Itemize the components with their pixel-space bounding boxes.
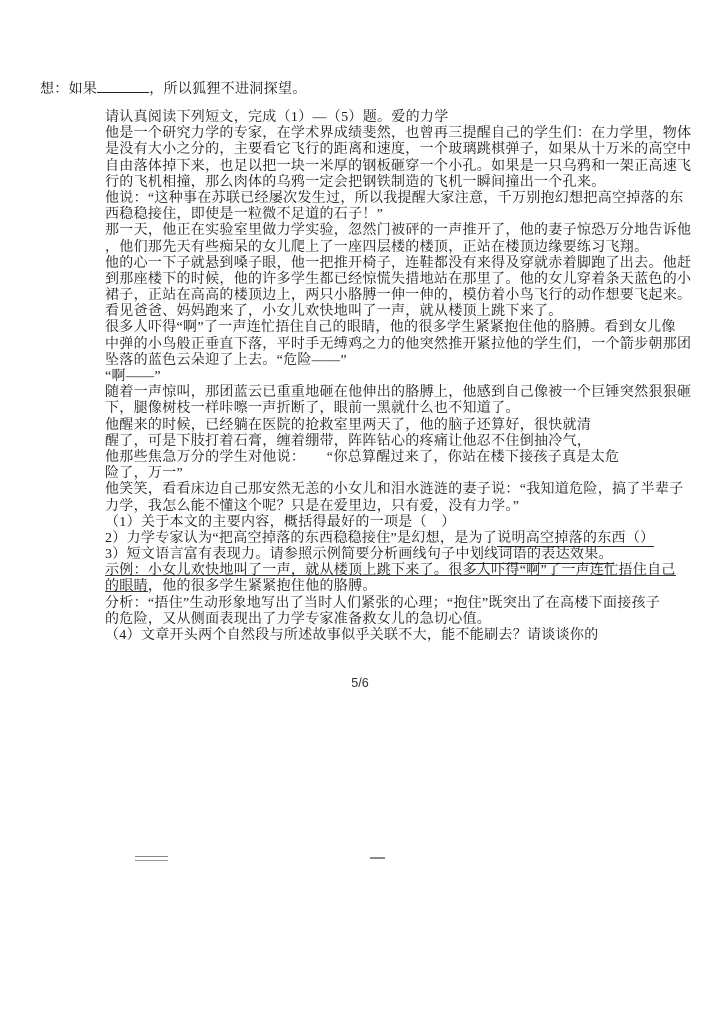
text-line <box>105 369 705 385</box>
line-text: 力学，我怎么能不懂这个呢？只是在爱里边，只有爱，没有力学。” <box>105 498 520 514</box>
line-text: 看见爸爸、妈妈跑来了，小女儿欢快地叫了一声，就从楼顶上跳下来了。 <box>105 304 563 320</box>
line-text: 他的心一下子就悬到嗓子眼，他一把推开椅子，连鞋都没有来得及穿就赤着脚跑了出去。他赶 <box>105 255 692 271</box>
text-line <box>105 159 705 175</box>
line-text: 醒了，可是下肢打着石膏，缠着绷带，阵阵钻心的疼痛让他忍不住倒抽冷气， <box>105 433 592 449</box>
text-line <box>105 434 705 450</box>
underlined-text: 说明高空掉落的东西（） <box>497 530 655 546</box>
struck-text: 示例：小女儿欢快地叫了一声，就从楼顶上跳下来了。很多人吓得“啊”了一声连忙捂住自己 <box>105 563 676 579</box>
text-line <box>105 515 705 531</box>
line-text: 裙子，正站在高高的楼顶边上，两只小胳膊一伸一伸的，模仿着小鸟飞行的动作想要飞起来。 <box>105 288 692 304</box>
text-line <box>105 482 705 498</box>
line-text: 2）力学专家认为“把高空掉落的东西稳稳接住”是幻想，是为了 <box>105 530 498 546</box>
line-text: 下，腿像树枝一样咔嚓一声折断了，眼前一黑就什么也不知道了。 <box>105 401 520 417</box>
struck-text: 的眼睛 <box>105 579 148 595</box>
text-line <box>105 320 705 336</box>
fill-in-suffix: ，所以狐狸不进洞探望。 <box>149 82 307 97</box>
line-text: 那一天，他正在实验室里做力学实验，忽然门被砰的一声推开了，他的妻子惊恐万分地告诉他 <box>105 223 692 239</box>
text-line <box>105 337 705 353</box>
text-line <box>105 353 705 369</box>
line-text: 中弹的小鸟般正垂直下落，平时手无缚鸡之力的他突然推开紧拉他的学生们，一个箭步朝那团 <box>105 336 692 352</box>
fill-in-sentence <box>40 78 307 98</box>
line-text: 3）短文语言富有表现力。请参照示例简要分析画线句子中 <box>105 547 470 563</box>
text-line <box>105 466 705 482</box>
line-text: “啊——” <box>105 369 161 384</box>
line-text: 到那座楼下的时候，他的许多学生都已经惊慌失措地站在那里了。他的女儿穿着条天蓝色的小 <box>105 271 692 287</box>
passage-body <box>105 110 705 644</box>
line-text: ，他的很多学生紧紧抱住他的胳膊。 <box>147 579 377 595</box>
line-text: （1）关于本文的主要内容，概括得最好的一项是（ ） <box>105 514 456 530</box>
text-line <box>105 563 705 579</box>
text-line <box>105 531 705 547</box>
text-line <box>105 175 705 191</box>
page-number: 5/6 <box>351 676 369 690</box>
text-line <box>105 450 705 466</box>
text-line <box>105 240 705 256</box>
stray-underline-mark-right <box>370 857 385 859</box>
text-line <box>105 612 705 628</box>
line-text: 坠落的蓝色云朵迎了上去。“危险——” <box>105 352 347 368</box>
underlined-text: 划线词语的表达效果。 <box>469 547 613 563</box>
text-line <box>105 579 705 595</box>
line-text: 很多人吓得“啊”了一声连忙捂住自己的眼睛，他的很多学生紧紧抱住他的胳膊。看到女儿像 <box>105 320 676 336</box>
line-text: 行的飞机相撞，那么肉体的乌鸦一定会把钢铁制造的飞机一瞬间撞出一个孔来。 <box>105 174 606 190</box>
text-line <box>105 547 705 563</box>
fill-in-prefix: 想：如果 <box>40 82 98 97</box>
text-line <box>105 223 705 239</box>
answer-blank <box>97 80 149 93</box>
line-text: 是没有大小之分的，主要看它飞行的距离和速度，一个玻璃跳棋弹子，如果从十万米的高空中 <box>105 142 692 158</box>
line-text: （4）文章开头两个自然段与所述故事似乎关联不大，能不能刷去？请谈谈你的 <box>105 628 599 643</box>
text-line <box>105 304 705 320</box>
line-text: 西稳稳接住，即使是一粒微不足道的石子！” <box>105 207 384 223</box>
line-text: 险了，万一” <box>105 466 184 482</box>
text-line <box>105 126 705 142</box>
line-text: 他那些焦急万分的学生对他说： “你总算醒过来了，你站在楼下接孩子真是太危 <box>105 449 620 465</box>
stray-underline-mark-left <box>135 856 168 861</box>
text-line <box>105 142 705 158</box>
text-line <box>105 418 705 434</box>
text-line <box>105 191 705 207</box>
text-line <box>105 207 705 223</box>
line-text: 他醒来的时候，已经躺在医院的抢救室里两天了，他的脑子还算好，很快就清 <box>105 417 592 433</box>
line-text: 他笑笑，看看床边自己那安然无恙的小女儿和泪水涟涟的妻子说：“我知道危险，搞了半辈子 <box>105 482 684 498</box>
line-text: 他说：“这种事在苏联已经屡次发生过，所以我提醒大家注意，千万别抱幻想把高空掉落的东 <box>105 190 684 206</box>
line-text: 自由落体掉下来，也足以把一块一米厚的钢板砸穿一个小孔。如果是一只乌鸦和一架正高速飞 <box>105 158 692 174</box>
line-text: 的危险，又从侧面表现出了力学专家准备救女儿的急切心值。 <box>105 611 492 627</box>
line-text: 分析：“捂住”生动形象地写出了当时人们紧张的心理；“抱住”既突出了在高楼下面接孩子 <box>105 595 661 611</box>
text-line <box>105 256 705 272</box>
text-line <box>105 499 705 515</box>
text-line <box>105 272 705 288</box>
text-line <box>105 110 705 126</box>
line-text: 请认真阅读下列短文，完成（1）—（5）题。爱的力学 <box>105 110 449 125</box>
text-line <box>105 401 705 417</box>
line-text: 随着一声惊叫，那团蓝云已重重地砸在他伸出的胳膊上，他感到自己像被一个巨锤突然狠狠砸 <box>105 385 692 401</box>
text-line <box>105 596 705 612</box>
text-line <box>105 628 705 644</box>
text-line <box>105 288 705 304</box>
text-line <box>105 385 705 401</box>
line-text: 他是一个研究力学的专家，在学术界成绩斐然，也曾再三提醒自己的学生们：在力学里，物体 <box>105 126 692 142</box>
line-text: ，他们那先天有些痴呆的女儿爬上了一座四层楼的楼顶，正站在楼顶边缘要练习飞翔。 <box>105 239 649 255</box>
